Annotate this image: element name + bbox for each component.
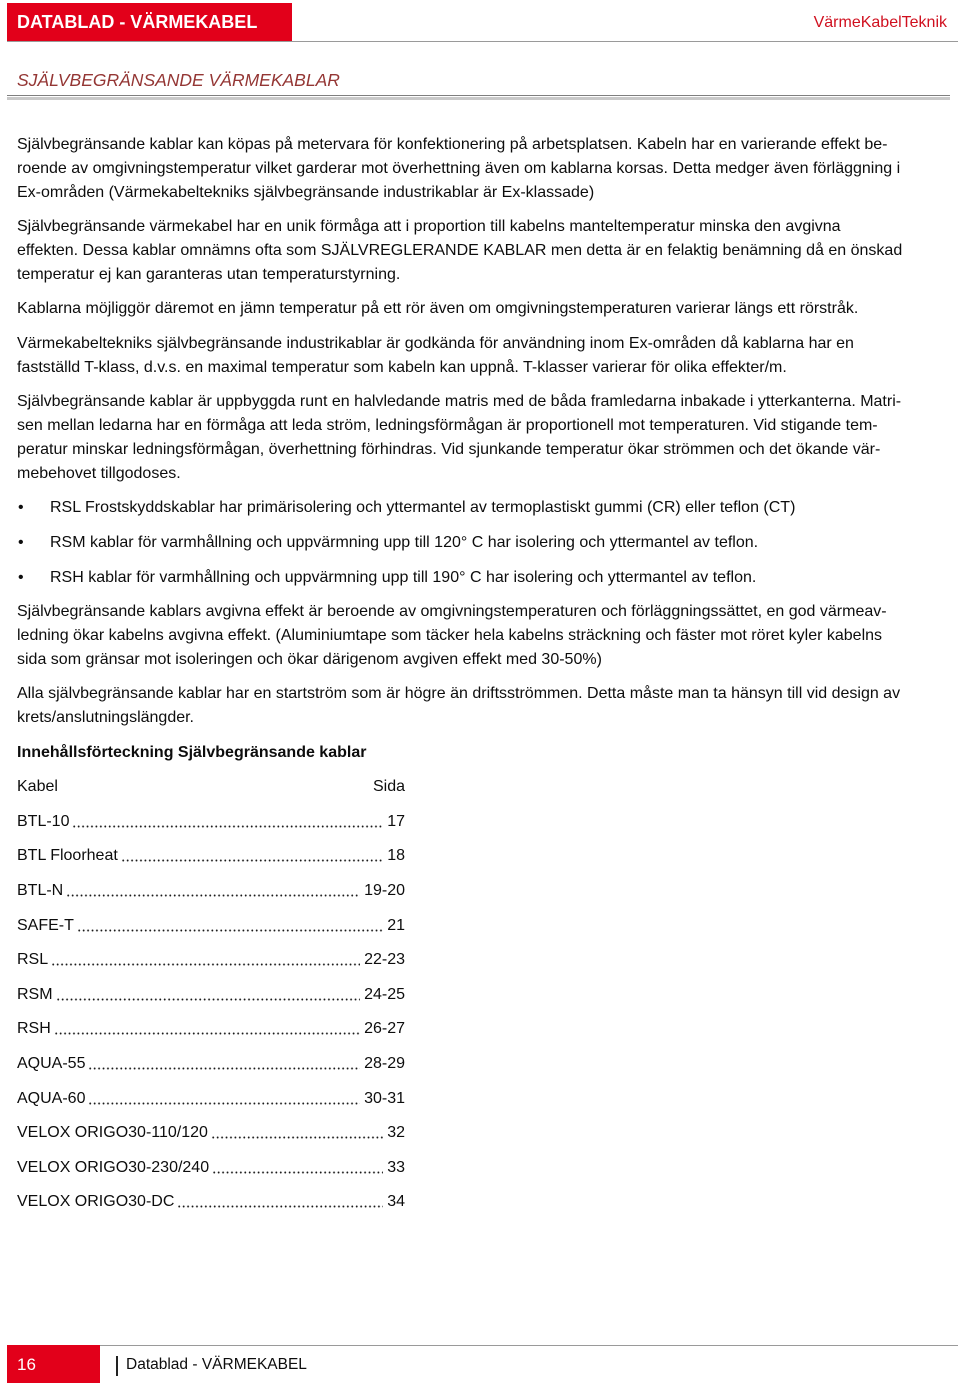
bullet-dot-icon: • <box>18 568 24 586</box>
toc-leader <box>211 1156 383 1180</box>
toc-entry-cable: VELOX ORIGO30-230/240 <box>17 1158 210 1176</box>
paragraph-line: Självbegränsande kablar är uppbyggda runt en halvledande matris med de båda framledarna inbakade i ytterkanterna. Matri- <box>17 393 902 411</box>
paragraph <box>17 600 946 671</box>
brand-name: VärmeKabelTeknik <box>813 14 947 31</box>
toc-entry-page: 28-29 <box>364 1055 405 1073</box>
toc-entry <box>17 1087 405 1111</box>
toc-entry <box>17 1017 405 1041</box>
paragraph <box>17 215 946 286</box>
toc-entry-page: 22-23 <box>364 951 405 969</box>
paragraph <box>17 133 946 204</box>
toc-leader <box>87 1052 360 1076</box>
paragraph <box>17 297 946 321</box>
toc-leader <box>55 983 361 1007</box>
bullet-dot-icon: • <box>18 499 24 517</box>
paragraph-line: effekten. Dessa kablar omnämns ofta som SJÄLVREGLERANDE KABLAR men detta är en felaktig benämning då en önskad <box>17 241 903 259</box>
toc-entry-page: 34 <box>387 1193 405 1211</box>
paragraph-line: Självbegränsande kablars avgivna effekt är beroende av omgivningstemperaturen och förläggningssättet, en god värmeav- <box>17 603 887 621</box>
toc-entry-page: 17 <box>387 812 405 830</box>
list-item <box>17 531 946 555</box>
toc-heading: Innehållsförteckning Självbegränsande kablar <box>17 743 367 761</box>
toc-entry-cable: SAFE-T <box>17 916 74 934</box>
toc-entry-cable: AQUA-55 <box>17 1055 86 1073</box>
toc-entry <box>17 1052 405 1076</box>
bullet-dot-icon: • <box>18 533 24 551</box>
paragraph <box>17 390 946 485</box>
toc-entry-page: 19-20 <box>364 882 405 900</box>
toc-entry <box>17 1190 405 1214</box>
toc-entry-page: 26-27 <box>364 1020 405 1038</box>
toc-leader <box>71 810 383 834</box>
toc-entry-cable: AQUA-60 <box>17 1089 86 1107</box>
toc-entry-page: 30-31 <box>364 1089 405 1107</box>
paragraph-line: temperatur ej kan garanteras utan temperaturstyrning. <box>17 265 401 283</box>
toc-entry-page: 33 <box>387 1158 405 1176</box>
toc-column-page: Sida <box>372 778 405 796</box>
paragraph-line: fastställd T-klass, d.v.s. en maximal temperatur som kabeln kan uppnå. T-klasser varierar för olika effekter/m. <box>17 358 787 376</box>
section-title: SJÄLVBEGRÄNSANDE VÄRMEKABLAR <box>17 70 340 90</box>
toc-entry-cable: VELOX ORIGO30-DC <box>17 1193 175 1211</box>
toc-leader <box>53 1017 360 1041</box>
list-item <box>17 566 946 590</box>
list-item <box>17 496 946 520</box>
paragraph-line: sen mellan ledarna har en förmåga att leda ström, ledningsförmågan är proportionell mot temperaturen. Vid stigande tem- <box>17 417 878 435</box>
toc-column-header <box>17 775 405 799</box>
toc-entry-cable: RSM <box>17 985 53 1003</box>
toc-entry-cable: BTL-N <box>17 882 64 900</box>
document-type-title: DATABLAD - VÄRMEKABEL <box>17 12 258 32</box>
footer-document-label: Datablad - VÄRMEKABEL <box>126 1356 307 1373</box>
toc-leader <box>50 948 360 972</box>
footer-separator <box>116 1356 118 1376</box>
paragraph-line: peratur minskar ledningsförmågan, överhettning förhindras. Vid sjunkande temperatur ökar strömmen och det ökande vär- <box>17 440 881 458</box>
toc-leader <box>120 844 383 868</box>
paragraph-line: roende av omgivningstemperatur vilket garderar mot överhettning även om kablarna korsas. Detta medger även förläggning i <box>17 159 901 177</box>
header-banner <box>7 3 292 42</box>
toc-column-cable: Kabel <box>17 778 58 796</box>
paragraph <box>17 682 946 730</box>
toc-leader <box>65 879 360 903</box>
footer-page-number: 16 <box>17 1355 36 1374</box>
document-body <box>17 133 946 1225</box>
toc-entry-page: 18 <box>387 847 405 865</box>
toc-entry-cable: BTL-10 <box>17 812 70 830</box>
toc-entry <box>17 914 405 938</box>
toc-entry <box>17 948 405 972</box>
section-title-divider <box>7 95 950 96</box>
footer-page-badge <box>7 1345 100 1383</box>
toc-leader <box>76 914 383 938</box>
paragraph-line: mebehovet tillgodoses. <box>17 464 181 482</box>
list-item-text: RSH kablar för varmhållning och uppvärmning upp till 190° C har isolering och yttermantel av teflon. <box>50 568 757 586</box>
section-title-divider-shadow <box>7 97 950 100</box>
paragraph-line: Självbegränsande värmekabel har en unik förmåga att i proportion till kabelns manteltemperatur minska den avgivna <box>17 218 841 236</box>
toc-entry-page: 32 <box>387 1124 405 1142</box>
toc-leader <box>87 1087 360 1111</box>
paragraph-line: Kablarna möjliggör däremot en jämn temperatur på ett rör även om omgivningstemperaturen varierar längs ett rörstråk. <box>17 300 859 318</box>
toc-entry-cable: VELOX ORIGO30-110/120 <box>17 1124 208 1142</box>
paragraph-line: Värmekabeltekniks självbegränsande industrikablar är godkända för användning inom Ex-områden då kablarna har en <box>17 334 854 352</box>
toc-entry <box>17 1156 405 1180</box>
paragraph-line: Självbegränsande kablar kan köpas på metervara för konfektionering på arbetsplatsen. Kabeln har en varierande effekt be- <box>17 136 888 153</box>
toc-entry-cable: RSH <box>17 1020 51 1038</box>
paragraph-line: Ex-områden (Värmekabeltekniks självbegränsande industrikablar är Ex-klassade) <box>17 183 595 201</box>
paragraph-line: sida som gränsar mot isoleringen och ökar därigenom avgiven effekt med 30-50%) <box>17 650 602 668</box>
toc-entry <box>17 983 405 1007</box>
toc-leader <box>210 1121 383 1145</box>
toc-entry-page: 21 <box>387 916 405 934</box>
toc-entry <box>17 1121 405 1145</box>
toc-entry <box>17 810 405 834</box>
toc-entry <box>17 879 405 903</box>
list-item-text: RSL Frostskyddskablar har primärisolering och yttermantel av termoplastiskt gummi (CR) eller teflon (CT) <box>50 499 796 517</box>
paragraph-line: krets/anslutningslängder. <box>17 709 194 727</box>
toc-entry-page: 24-25 <box>364 985 405 1003</box>
toc-entry <box>17 844 405 868</box>
toc-leader <box>176 1190 383 1214</box>
paragraph <box>17 332 946 380</box>
toc-entry-cable: BTL Floorheat <box>17 847 118 865</box>
paragraph-line: ledning ökar kabelns avgivna effekt. (Aluminiumtape som täcker hela kabelns sträckning och fäster mot röret kyler kabelns <box>17 626 883 644</box>
paragraph-line: Alla självbegränsande kablar har en startström som är högre än driftsströmmen. Detta måste man ta hänsyn till vid design av <box>17 685 901 703</box>
list-item-text: RSM kablar för varmhållning och uppvärmning upp till 120° C har isolering och yttermantel av teflon. <box>50 533 759 551</box>
toc-entry-cable: RSL <box>17 951 49 969</box>
